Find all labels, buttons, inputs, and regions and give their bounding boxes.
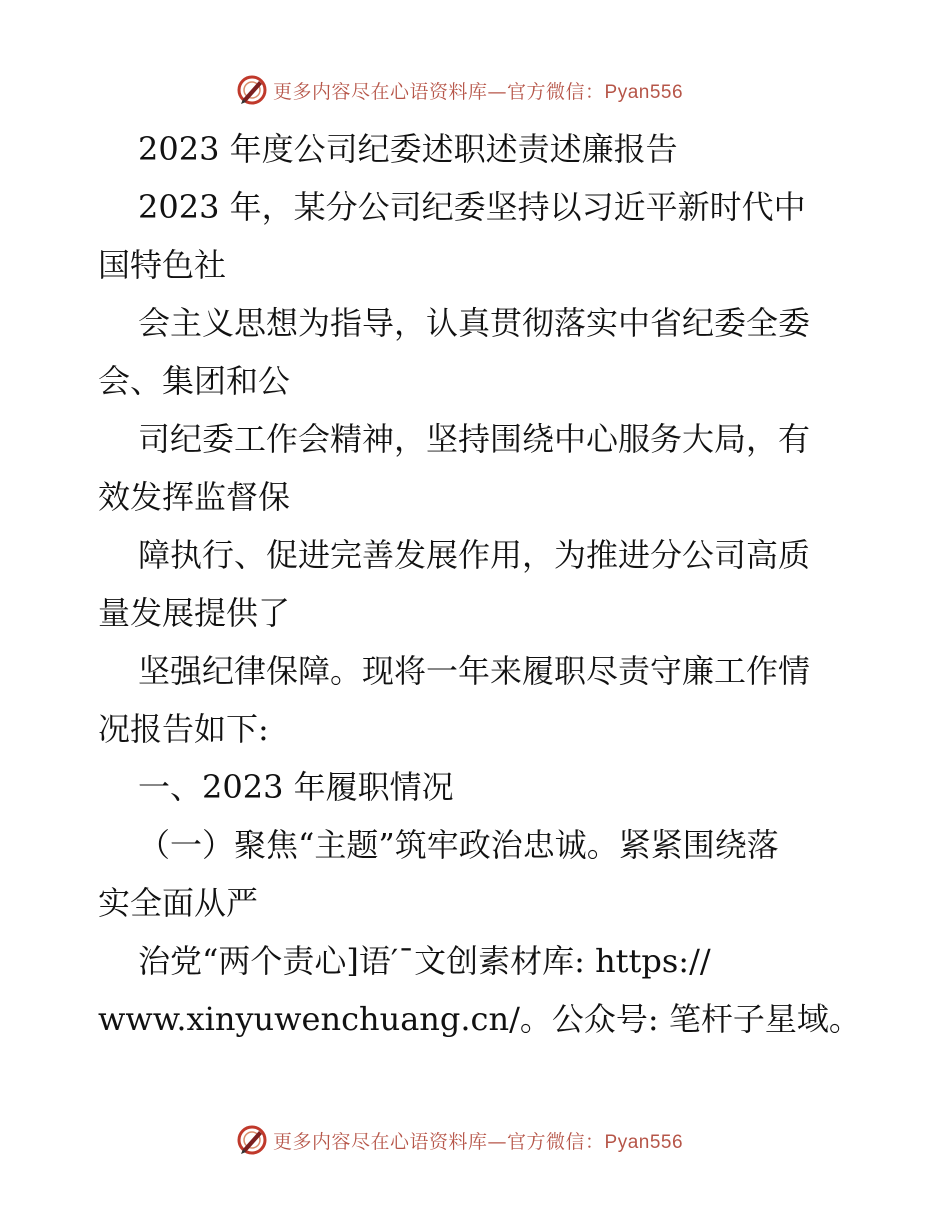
section-heading: 一、2023 年履职情况: [138, 768, 454, 806]
paragraph-line: 国特色社: [98, 246, 227, 284]
footer-wechat-id: Pyan556: [604, 1131, 684, 1153]
paragraph-line: 况报告如下:: [98, 710, 269, 748]
paragraph-line: 2023 年，某分公司纪委坚持以习近平新时代中: [138, 188, 806, 226]
pen-circle-logo-icon: [235, 73, 269, 107]
paragraph-line: 实全面从严: [98, 884, 259, 922]
document-body: [98, 120, 861, 1048]
document-title: 2023 年度公司纪委述职述责述廉报告: [138, 130, 678, 168]
paragraph-line: 司纪委工作会精神，坚持围绕中心服务大局，有: [138, 420, 811, 458]
footer-banner-label: 更多内容尽在心语资料库—官方微信：: [273, 1130, 605, 1153]
paragraph-line: 会主义思想为指导，认真贯彻落实中省纪委全委: [138, 304, 811, 342]
paragraph-line: 效发挥监督保: [98, 478, 291, 516]
header-wechat-id: Pyan556: [604, 81, 684, 103]
paragraph-line: www.xinyuwenchuang.cn/。公众号: 笔杆子星域。: [98, 1000, 861, 1038]
paragraph-line: 坚强纪律保障。现将一年来履职尽责守廉工作情: [138, 652, 811, 690]
paragraph-line: 会、集团和公: [98, 362, 291, 400]
footer-banner-text: [273, 1127, 683, 1154]
header-banner[interactable]: [235, 70, 683, 110]
paragraph-line: （一）聚焦“主题”筑牢政治忠诚。紧紧围绕落: [138, 826, 779, 864]
paragraph-line: 量发展提供了: [98, 594, 291, 632]
header-banner-label: 更多内容尽在心语资料库—官方微信：: [273, 80, 605, 103]
pen-circle-logo-icon: [235, 1123, 269, 1157]
header-banner-text: [273, 77, 683, 104]
paragraph-line: 障执行、促进完善发展作用，为推进分公司高质: [138, 536, 811, 574]
footer-banner[interactable]: [235, 1120, 683, 1160]
paragraph-line: 治党“两个责心]语′¯文创素材库: https://: [138, 942, 711, 980]
